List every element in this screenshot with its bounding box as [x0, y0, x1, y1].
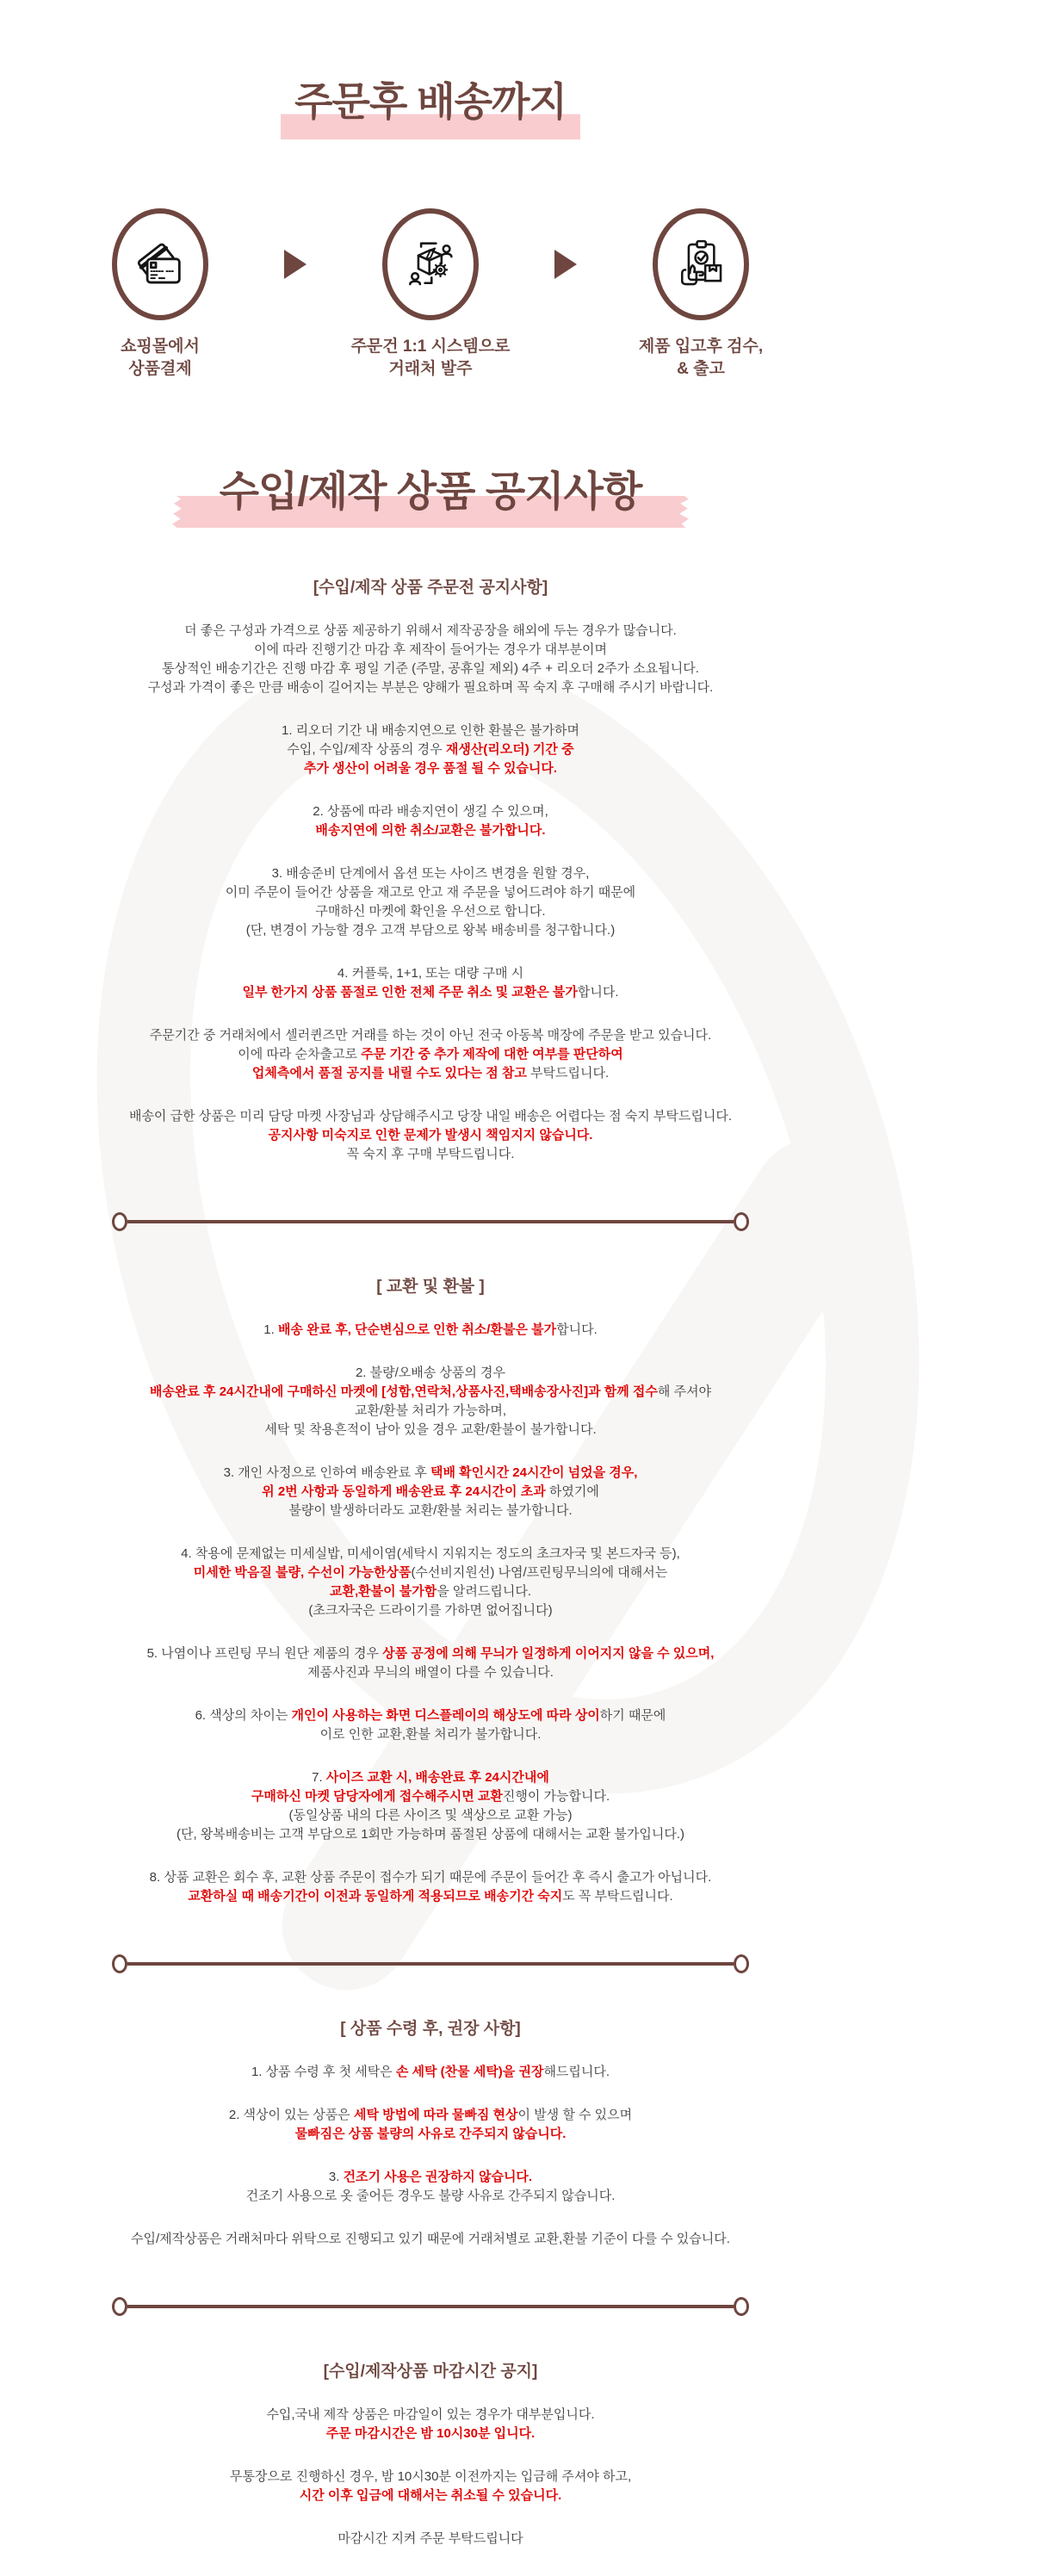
section-heading: [ 교환 및 환불 ]: [376, 1278, 485, 1296]
notice-paragraph: [0, 2106, 861, 2144]
notice-text: 1. 상품 수령 후 첫 세탁은: [251, 2065, 396, 2079]
section-body: [0, 1321, 861, 1906]
notice-text-emphasis: 구매하신 마켓 담당자에게 접수해주시면 교환: [251, 1789, 503, 1804]
notice-line: [0, 864, 861, 883]
notice-text: 2. 색상이 있는 상품은: [228, 2108, 354, 2122]
notice-line: [0, 1806, 861, 1825]
notice-text-emphasis: 택배 확인시간 24시간이 넘었을 경우,: [430, 1465, 638, 1480]
notice-line: [0, 1768, 861, 1787]
main-title-notice: [0, 470, 861, 532]
notice-text-emphasis: 미세한 박음질 불량, 수선이 가능한상품: [193, 1565, 412, 1580]
notice-line: [0, 1887, 861, 1906]
section-heading: [수입/제작 상품 주문전 공지사항]: [313, 579, 548, 597]
main-title-notice-text: 수입/제작 상품 공지사항: [219, 469, 642, 515]
notice-text: 해드립니다.: [543, 2065, 610, 2079]
divider-endpoint-circle: [112, 1212, 127, 1231]
notice-line: [0, 2106, 861, 2125]
notice-line: [0, 740, 861, 759]
step-caption-line: & 출고: [677, 360, 725, 378]
notice-text-emphasis: 물빠짐은 상품 불량의 사유로 간주되지 않습니다.: [294, 2127, 567, 2141]
notice-line: [0, 721, 861, 740]
notice-text: 부탁드립니다.: [526, 1066, 610, 1081]
notice-line: [0, 1364, 861, 1383]
notice-text: 이 발생 할 수 있으며: [517, 2108, 633, 2122]
notice-text: 3. 개인 사정으로 인하여 배송완료 후: [223, 1465, 430, 1480]
notice-line: [0, 1145, 861, 1164]
notice-line: [0, 1706, 861, 1725]
notice-text: 수입,국내 제작 상품은 마감일이 있는 경우가 대부분입니다.: [266, 2407, 595, 2422]
notice-line: [0, 1725, 861, 1744]
notice-line: [0, 1787, 861, 1806]
notice-line: [0, 1026, 861, 1045]
notice-text-emphasis: 주문 기간 중 추가 제작에 대한 여부를 판단하여: [361, 1047, 623, 1062]
notice-text-emphasis: 배송지연에 의한 취소/교환은 불가합니다.: [315, 823, 546, 838]
notice-line: [0, 921, 861, 940]
divider-endpoint-circle: [734, 2297, 749, 2316]
notice-text: 무통장으로 진행하신 경우, 밤 10시30분 이전까지는 입금해 주셔야 하고,: [229, 2469, 632, 2484]
notice-paragraph: [0, 1107, 861, 1164]
notice-paragraph: [0, 1545, 861, 1620]
notice-text: 진행이 가능합니다.: [502, 1789, 610, 1804]
notice-line: [0, 1064, 861, 1083]
notice-paragraph: [0, 964, 861, 1002]
notice-text: 5. 나염이나 프린팅 무늬 원단 제품의 경우: [146, 1646, 383, 1661]
notice-line: [0, 659, 861, 678]
step-caption-line: 제품 입고후 검수,: [638, 337, 764, 356]
notice-line: [0, 983, 861, 1002]
notice-text: (초크자국은 드라이기를 가하면 없어집니다): [308, 1603, 553, 1618]
notice-line: [0, 1564, 861, 1582]
process-step-inspection: [606, 208, 796, 381]
section-body: [0, 2406, 861, 2548]
notice-paragraph: [0, 864, 861, 940]
notice-text: 4. 커플룩, 1+1, 또는 대량 구매 시: [337, 966, 524, 981]
notice-text: 마감시간 지켜 주문 부탁드립니다: [338, 2531, 523, 2546]
arrow-right-icon: [284, 250, 307, 279]
notice-text-emphasis: 배송 완료 후, 단순변심으로 인한 취소/환불은 불가: [277, 1322, 557, 1337]
notice-line: [0, 678, 861, 697]
notice-text: 이에 따라 진행기간 마감 후 제작이 들어가는 경우가 대부분이며: [253, 642, 608, 657]
notice-text-emphasis: 재생산(리오더) 기간 중: [445, 742, 574, 757]
notice-text: 3. 배송준비 단계에서 옵션 또는 사이즈 변경을 원할 경우,: [271, 866, 590, 881]
notice-line: [0, 2406, 861, 2424]
inspection-icon: [673, 237, 728, 292]
section-divider: [112, 2297, 749, 2316]
notice-text-emphasis: 주문 마감시간은 밤 10시30분 입니다.: [325, 2426, 536, 2441]
notice-text: 1. 리오더 기간 내 배송지연으로 인한 환불은 불가하며: [282, 723, 579, 738]
notice-paragraph: [0, 2063, 861, 2082]
section-body: [0, 622, 861, 1164]
notice-text: 2. 불량/오배송 상품의 경우: [355, 1365, 506, 1380]
notice-line: [0, 1644, 861, 1663]
step-caption: [121, 336, 200, 381]
notice-text: 합니다.: [577, 985, 619, 1000]
notice-paragraph: [0, 1706, 861, 1744]
notice-line: [0, 2063, 861, 2082]
notice-line: [0, 2187, 861, 2206]
notice-text: 8. 상품 교환은 회수 후, 교환 상품 주문이 접수가 되기 때문에 주문이 들어간 후 즉시 출고가 아닙니다.: [149, 1870, 712, 1885]
notice-text: 합니다.: [556, 1322, 598, 1337]
order-system-icon: [403, 237, 458, 292]
notice-text-emphasis: 개인이 사용하는 화면 디스플레이의 해상도에 따라 상이: [291, 1708, 600, 1723]
process-step-order-system: [336, 208, 525, 381]
section-heading: [ 상품 수령 후, 권장 사항]: [340, 2020, 521, 2038]
notice-line: [0, 2125, 861, 2144]
notice-text: 수입/제작상품은 거래처마다 위탁으로 진행되고 있기 때문에 거래처별로 교환,환불 기준이 다를 수 있습니다.: [131, 2232, 730, 2246]
notice-text-emphasis: 교환,환불이 불가함: [329, 1584, 437, 1599]
notice-line: [0, 1045, 861, 1064]
section-heading: [수입/제작상품 마감시간 공지]: [323, 2362, 538, 2381]
notice-line: [0, 1126, 861, 1145]
step-caption-line: 주문건 1:1 시스템으로: [350, 337, 511, 356]
process-step-payment: [65, 208, 255, 381]
notice-text-emphasis: 상품 공정에 의해 무늬가 일정하게 이어지지 않을 수 있으며,: [382, 1646, 715, 1661]
notice-paragraph: [0, 1644, 861, 1682]
divider-line: [127, 1962, 734, 1966]
notice-paragraph: [0, 2530, 861, 2548]
step-circle: [382, 208, 479, 320]
notice-line: [0, 1502, 861, 1520]
notice-line: [0, 622, 861, 641]
notice-paragraph: [0, 1026, 861, 1083]
step-caption: [639, 336, 763, 381]
notice-text: (단, 변경이 가능할 경우 고객 부담으로 왕복 배송비를 청구합니다.): [245, 923, 616, 938]
shipping-process-row: [0, 208, 861, 381]
notice-text: 배송이 급한 상품은 미리 담당 마켓 사장님과 상담해주시고 당장 내일 배송은 어렵다는 점 숙지 부탁드립니다.: [128, 1109, 733, 1124]
notice-line: [0, 1402, 861, 1421]
notice-line: [0, 2424, 861, 2443]
notice-text: 6. 색상의 차이는: [195, 1708, 292, 1723]
step-caption-line: 거래처 발주: [388, 360, 473, 378]
notice-paragraph: [0, 802, 861, 840]
notice-line: [0, 1663, 861, 1682]
notice-text: 7.: [312, 1770, 326, 1785]
main-title-shipping-text: 주문후 배송까지: [281, 79, 580, 139]
section-body: [0, 2063, 861, 2249]
notice-text: 이에 따라 순차출고로: [238, 1047, 362, 1062]
notice-line: [0, 1545, 861, 1564]
step-caption-line: 쇼핑몰에서: [121, 337, 200, 356]
notice-text: 구매하신 마켓에 확인을 우선으로 합니다.: [315, 904, 546, 919]
section-divider: [112, 1212, 749, 1231]
notice-text: 불량이 발생하더라도 교환/환불 처리는 불가합니다.: [288, 1503, 573, 1518]
notice-line: [0, 2468, 861, 2486]
section-divider: [112, 1954, 749, 1973]
notice-text: 수입, 수입/제작 상품의 경우: [287, 742, 446, 757]
notice-text: 이로 인한 교환,환불 처리가 불가합니다.: [319, 1727, 542, 1742]
notice-line: [0, 902, 861, 921]
notice-text: 4. 착용에 문제없는 미세실밥, 미세이염(세탁시 지워지는 정도의 초크자국 및 본드자국 등),: [181, 1546, 680, 1561]
notice-text: 꼭 숙지 후 구매 부탁드립니다.: [346, 1147, 515, 1161]
notice-text: 2. 상품에 따라 배송지연이 생길 수 있으며,: [313, 804, 548, 819]
notice-text: 하기 때문에: [599, 1708, 666, 1723]
notice-line: [0, 1464, 861, 1483]
step-caption: [351, 336, 511, 381]
notice-line: [0, 2486, 861, 2505]
notice-line: [0, 1825, 861, 1844]
notice-text: 제품사진과 무늬의 배열이 다를 수 있습니다.: [307, 1665, 554, 1680]
notice-line: [0, 883, 861, 902]
notice-line: [0, 1321, 861, 1340]
notice-text: 더 좋은 구성과 가격으로 상품 제공하기 위해서 제작공장을 해외에 두는 경우가 많습니다.: [184, 623, 677, 638]
notice-paragraph: [0, 2230, 861, 2249]
notice-text: 건조기 사용으로 옷 줄어든 경우도 불량 사유로 간주되지 않습니다.: [245, 2189, 616, 2203]
notice-text-emphasis: 배송완료 후 24시간내에 구매하신 마켓에 [성함,연락처,상품사진,택배송장사진]과 함께 접수: [149, 1384, 658, 1399]
main-title-shipping: [0, 79, 861, 139]
notice-paragraph: [0, 1868, 861, 1906]
notice-text: 을 알려드립니다.: [437, 1584, 532, 1599]
notice-line: [0, 1107, 861, 1126]
notice-paragraph: [0, 721, 861, 778]
notice-page: [0, 79, 861, 2576]
step-circle: [112, 208, 208, 320]
notice-paragraph: [0, 1321, 861, 1340]
notice-text: 3.: [328, 2170, 344, 2184]
notice-line: [0, 2530, 861, 2548]
notice-content: [0, 79, 861, 2548]
step-circle: [653, 208, 749, 320]
notice-text: 도 꼭 부탁드립니다.: [562, 1889, 673, 1904]
notice-line: [0, 1421, 861, 1440]
notice-text: 이미 주문이 들어간 상품을 재고로 안고 재 주문을 넣어드려야 하기 때문에: [225, 885, 636, 900]
notice-paragraph: [0, 622, 861, 697]
notice-text: 해 주셔야: [657, 1384, 712, 1399]
divider-endpoint-circle: [112, 2297, 127, 2316]
divider-line: [127, 1220, 734, 1223]
notice-line: [0, 802, 861, 821]
notice-text-emphasis: 업체측에서 품절 공지를 내릴 수도 있다는 점 참고: [251, 1066, 527, 1081]
notice-text: 주문기간 중 거래처에서 셀러퀸즈만 거래를 하는 것이 아닌 전국 아동복 매장에 주문을 받고 있습니다.: [149, 1028, 712, 1043]
notice-text-emphasis: 건조기 사용은 권장하지 않습니다.: [343, 2170, 533, 2184]
notice-paragraph: [0, 1364, 861, 1440]
notice-text-emphasis: 손 세탁 (찬물 세탁)을 권장: [395, 2065, 544, 2079]
notice-line: [0, 1601, 861, 1620]
notice-text-emphasis: 공지사항 미숙지로 인한 문제가 발생시 책임지지 않습니다.: [268, 1128, 593, 1142]
notice-text-emphasis: 세탁 방법에 따라 물빠짐 현상: [353, 2108, 518, 2122]
arrow-right-icon: [554, 250, 577, 279]
section-exchange-refund: [0, 1278, 861, 1906]
credit-card-icon: [133, 238, 187, 291]
notice-line: [0, 1582, 861, 1601]
notice-text: (동일상품 내의 다른 사이즈 및 색상으로 교환 가능): [288, 1808, 573, 1823]
notice-line: [0, 964, 861, 983]
notice-text: 세탁 및 착용흔적이 남아 있을 경우 교환/환불이 불가합니다.: [264, 1422, 597, 1437]
divider-endpoint-circle: [734, 1212, 749, 1231]
divider-endpoint-circle: [112, 1954, 127, 1973]
notice-text-emphasis: 사이즈 교환 시, 배송완료 후 24시간내에: [325, 1770, 549, 1785]
section-after-receipt: [0, 2020, 861, 2249]
notice-line: [0, 821, 861, 840]
notice-text: (단, 왕복배송비는 고객 부담으로 1회만 가능하며 품절된 상품에 대해서는 교환 불가입니다.): [176, 1827, 684, 1842]
step-caption-line: 상품결제: [128, 360, 192, 378]
notice-text-emphasis: 위 2번 사항과 동일하게 배송완료 후 24시간이 초과: [262, 1484, 546, 1499]
notice-text: 통상적인 배송기간은 진행 마감 후 평일 기준 (주말, 공휴일 제외) 4주 + 리오더 2주가 소요됩니다.: [162, 661, 699, 676]
notice-line: [0, 759, 861, 778]
notice-line: [0, 1483, 861, 1502]
divider-line: [127, 2305, 734, 2308]
section-pre-order-notice: [0, 579, 861, 1164]
notice-text-emphasis: 일부 한가지 상품 품절로 인한 전체 주문 취소 및 교환은 불가: [242, 985, 578, 1000]
section-deadline-notice: [0, 2362, 861, 2548]
notice-text: (수선비지원선) 나염/프린팅무늬의에 대해서는: [411, 1565, 668, 1580]
notice-paragraph: [0, 2168, 861, 2206]
notice-paragraph: [0, 1768, 861, 1844]
notice-line: [0, 1383, 861, 1402]
notice-line: [0, 2168, 861, 2187]
notice-paragraph: [0, 2406, 861, 2443]
notice-paragraph: [0, 1464, 861, 1520]
notice-line: [0, 641, 861, 659]
notice-line: [0, 2230, 861, 2249]
notice-text: 1.: [263, 1322, 278, 1337]
notice-text-emphasis: 추가 생산이 어려울 경우 품절 될 수 있습니다.: [303, 761, 558, 776]
notice-paragraph: [0, 2468, 861, 2505]
notice-text: 하였기에: [545, 1484, 599, 1499]
notice-text-emphasis: 시간 이후 입금에 대해서는 취소될 수 있습니다.: [299, 2488, 562, 2503]
notice-text: 구성과 가격이 좋은 만큼 배송이 길어지는 부분은 양해가 필요하며 꼭 숙지 후 구매해 주시기 바랍니다.: [147, 680, 714, 695]
notice-line: [0, 1868, 861, 1887]
notice-text: 교환/환불 처리가 가능하며,: [354, 1403, 507, 1418]
divider-endpoint-circle: [734, 1954, 749, 1973]
notice-text-emphasis: 교환하실 때 배송기간이 이전과 동일하게 적용되므로 배송기간 숙지: [188, 1889, 563, 1904]
